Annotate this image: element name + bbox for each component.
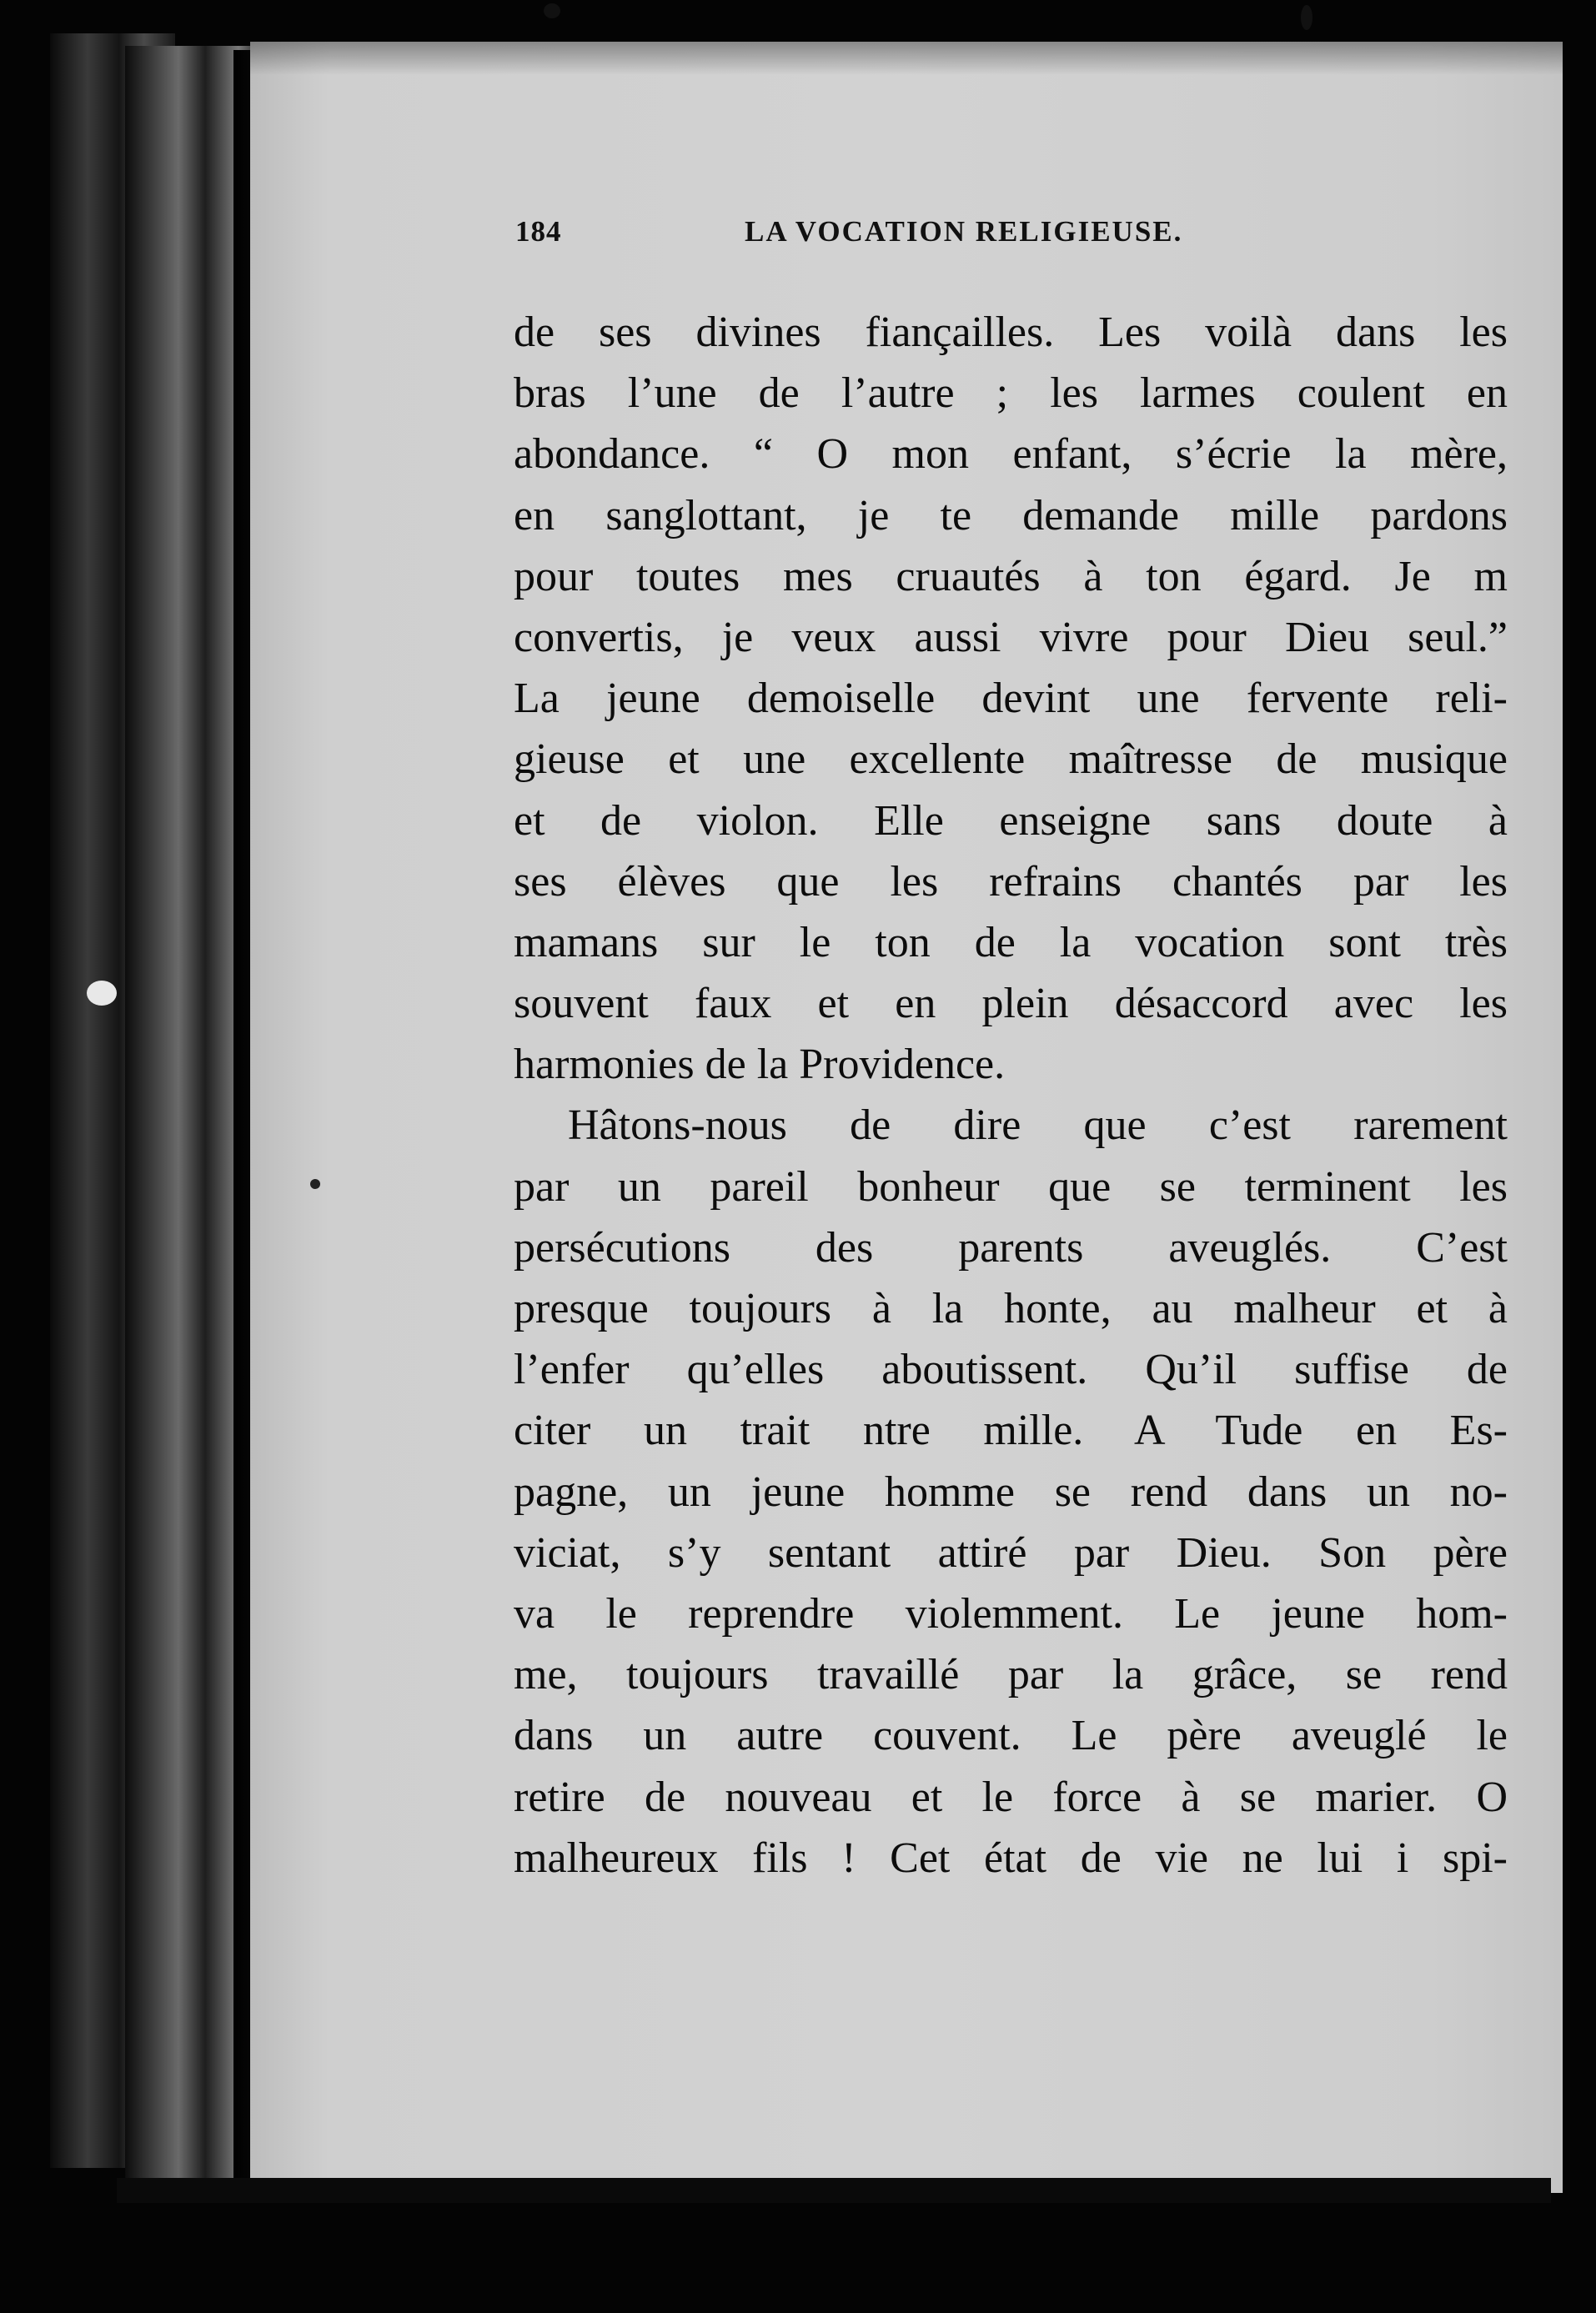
text-line: citer un trait ntre mille. A Tude en Es-	[514, 1407, 1508, 1455]
text-line: malheureux fils ! Cet état de vie ne lui i spi-	[514, 1834, 1508, 1882]
ink-speck	[544, 3, 560, 18]
text-line: me, toujours travaillé par la grâce, se rend	[514, 1651, 1508, 1699]
text-line: dans un autre couvent. Le père aveuglé le	[514, 1712, 1508, 1760]
text-line: l’enfer qu’elles aboutissent. Qu’il suffise de	[514, 1346, 1508, 1394]
text-line: persécutions des parents aveuglés. C’est	[514, 1223, 1508, 1272]
page-bottom-shadow	[117, 2178, 1551, 2203]
text-line: presque toujours à la honte, au malheur et à	[514, 1285, 1508, 1332]
text-line: viciat, s’y sentant attiré par Dieu. Son père	[514, 1528, 1508, 1577]
text-line: par un pareil bonheur que se terminent les	[514, 1162, 1508, 1211]
text-line: pour toutes mes cruautés à ton égard. Je m	[514, 552, 1508, 600]
text-line: gieuse et une excellente maîtresse de musique	[514, 735, 1508, 784]
page-top-shadow	[250, 42, 1563, 75]
running-head	[515, 215, 1282, 265]
body-text	[514, 302, 1508, 1889]
text-line: en sanglottant, je te demande mille pardons	[514, 491, 1508, 539]
paragraph-first-line: Hâtons-nous de dire que c’est rarement	[568, 1101, 1508, 1150]
text-line: La jeune demoiselle devint une fervente reli-	[514, 675, 1508, 723]
text-line: ses élèves que les refrains chantés par les	[514, 857, 1508, 906]
text-line: mamans sur le ton de la vocation sont très	[514, 918, 1508, 966]
text-line: bras l’une de l’autre ; les larmes coulent en	[514, 369, 1508, 418]
text-line: et de violon. Elle enseigne sans doute à	[514, 796, 1508, 845]
text-line: convertis, je veux aussi vivre pour Dieu seul.”	[514, 613, 1508, 661]
running-title: LA VOCATION RELIGIEUSE.	[745, 215, 1183, 248]
text-line: de ses divines fiançailles. Les voilà dans les	[514, 309, 1508, 356]
ink-speck	[1301, 5, 1312, 30]
text-line: harmonies de la Providence.	[514, 1041, 1006, 1089]
dust-speck	[310, 1179, 320, 1189]
text-line: souvent faux et en plein désaccord avec les	[514, 980, 1508, 1028]
text-line: abondance. “ O mon enfant, s’écrie la mère,	[514, 430, 1508, 479]
page-number: 184	[515, 215, 562, 248]
text-line: retire de nouveau et le force à se marier. O	[514, 1773, 1508, 1821]
text-line: pagne, un jeune homme se rend dans un no-	[514, 1468, 1508, 1516]
light-speck	[87, 981, 117, 1006]
text-line: va le reprendre violemment. Le jeune hom-	[514, 1589, 1508, 1638]
